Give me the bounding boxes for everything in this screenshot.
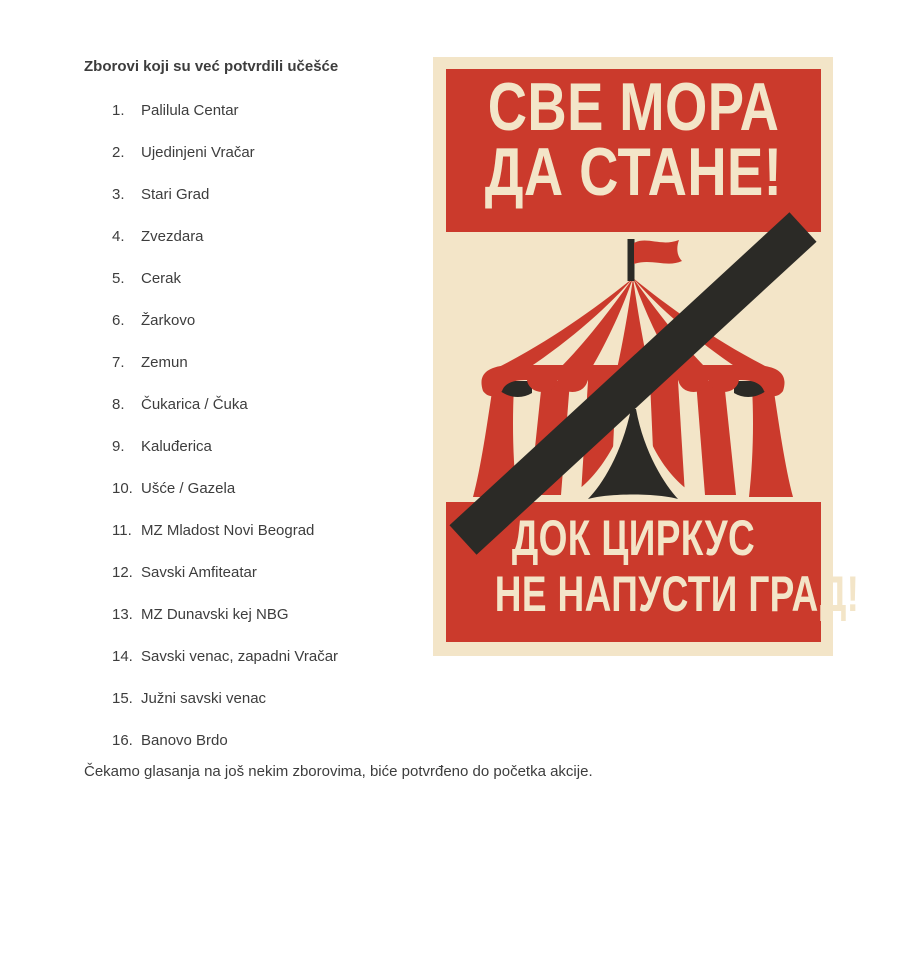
flag-icon — [628, 239, 683, 281]
list-item — [84, 143, 255, 163]
page-title: Zborovi koji su već potvrdili učešće — [84, 58, 339, 75]
list-item-number: 12. — [112, 564, 133, 581]
list-item — [84, 647, 338, 667]
list-item-label: Ujedinjeni Vračar — [141, 144, 255, 161]
list-item-number: 16. — [112, 732, 133, 749]
list-item-number: 2. — [112, 144, 125, 161]
list-item-number: 6. — [112, 312, 125, 329]
list-item — [84, 311, 195, 331]
list-item-label: MZ Dunavski kej NBG — [141, 606, 289, 623]
list-item-label: Zvezdara — [141, 228, 204, 245]
list-item-number: 5. — [112, 270, 125, 287]
list-item — [84, 479, 235, 499]
list-item-number: 10. — [112, 480, 133, 497]
closing-note: Čekamo glasanja na još nekim zborovima, biće potvrđeno do početka akcije. — [84, 763, 593, 780]
list-item — [84, 731, 228, 751]
list-item-number: 14. — [112, 648, 133, 665]
list-item — [84, 185, 209, 205]
list-item-label: Savski venac, zapadni Vračar — [141, 648, 339, 665]
list-item — [84, 395, 248, 415]
list-item — [84, 101, 239, 121]
list-item — [84, 227, 204, 247]
list-item-number: 15. — [112, 690, 133, 707]
list-item — [84, 437, 212, 457]
poster-top-line1: СВЕ МОРА — [487, 69, 780, 145]
list-item-number: 8. — [112, 396, 125, 413]
list-item-label: Južni savski venac — [141, 690, 267, 707]
list-item — [84, 563, 257, 583]
list-item-label: Savski Amfiteatar — [141, 564, 257, 581]
list-item-label: Stari Grad — [141, 186, 210, 203]
poster-bottom-line2: НЕ НАПУСТИ ГРАД! — [494, 566, 860, 622]
poster-top-line2: ДА СТАНЕ! — [484, 134, 783, 210]
list-item-number: 11. — [112, 522, 132, 539]
list-item-number: 13. — [112, 606, 133, 623]
list-item-label: Zemun — [141, 354, 188, 371]
list-item-label: Kaluđerica — [141, 438, 212, 455]
poster-bottom-line1: ДОК ЦИРКУС — [511, 510, 756, 566]
list-item-label: Žarkovo — [141, 312, 196, 329]
list-item-label: Cerak — [141, 270, 182, 287]
list-item-number: 9. — [112, 438, 125, 455]
list-item — [84, 605, 289, 625]
list-item — [84, 353, 188, 373]
list-item-label: Ušće / Gazela — [141, 480, 236, 497]
list-item-label: Banovo Brdo — [141, 732, 228, 749]
list-item-number: 4. — [112, 228, 125, 245]
list-item-number: 7. — [112, 354, 125, 371]
protest-poster-image — [433, 57, 860, 656]
list-item-number: 1. — [112, 102, 125, 119]
list-item — [84, 689, 266, 709]
circus-tent-icon — [433, 57, 860, 656]
list-item-label: MZ Mladost Novi Beograd — [141, 522, 315, 539]
list-item — [84, 269, 181, 289]
list-item-label: Palilula Centar — [141, 102, 239, 119]
list-item-number: 3. — [112, 186, 125, 203]
list-item — [84, 521, 314, 541]
list-item-label: Čukarica / Čuka — [141, 396, 248, 413]
